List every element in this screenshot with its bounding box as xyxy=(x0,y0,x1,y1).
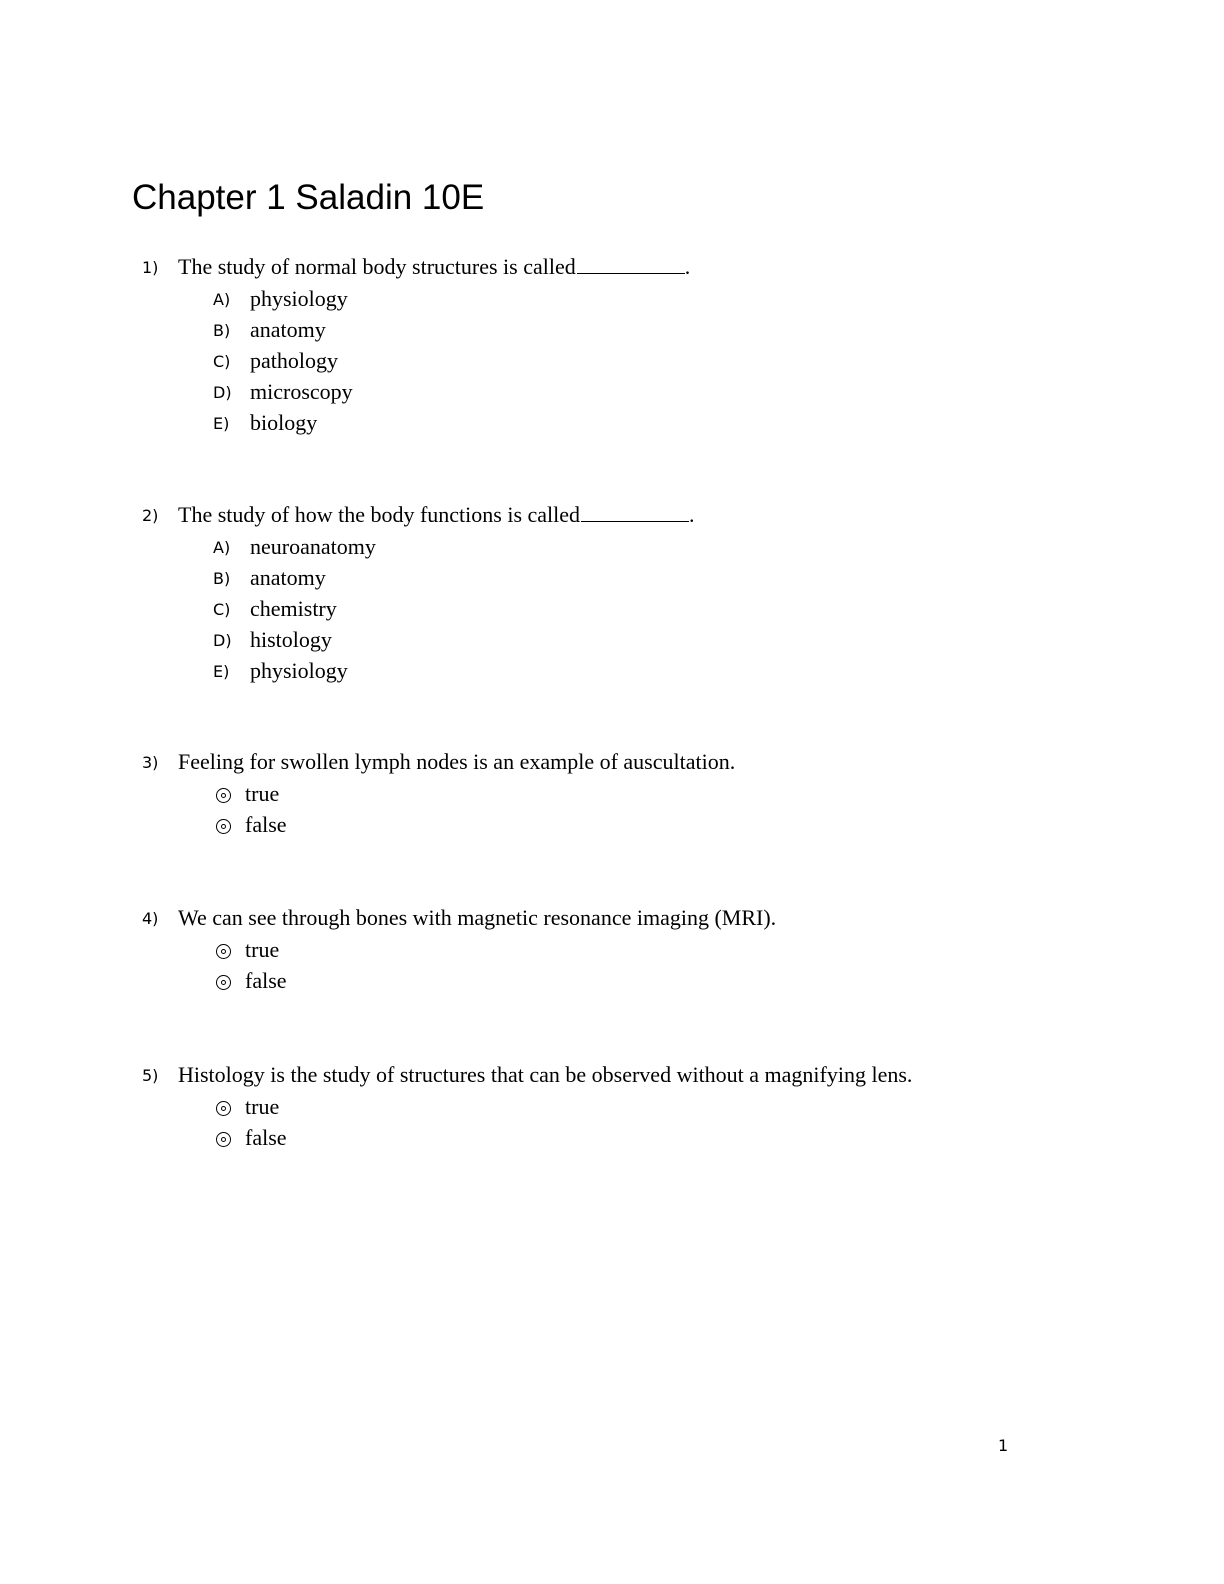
option-letter: C) xyxy=(213,352,231,371)
option-text: false xyxy=(245,1125,287,1150)
option-false[interactable] xyxy=(142,1123,1042,1154)
option-true[interactable] xyxy=(142,935,1042,966)
question-4 xyxy=(142,904,1042,997)
option-letter: A) xyxy=(213,290,231,309)
option-text: anatomy xyxy=(250,317,326,342)
option-d[interactable] xyxy=(142,377,1042,408)
option-letter: B) xyxy=(213,569,231,588)
option-letter: C) xyxy=(213,600,231,619)
option-a[interactable] xyxy=(142,532,1042,563)
option-true[interactable] xyxy=(142,1092,1042,1123)
question-number: 2) xyxy=(142,506,159,525)
option-text: pathology xyxy=(250,348,338,373)
option-text: true xyxy=(245,937,280,962)
question-1 xyxy=(142,253,1042,439)
option-text: false xyxy=(245,968,287,993)
option-c[interactable] xyxy=(142,346,1042,377)
option-text: true xyxy=(245,1094,280,1119)
question-stem xyxy=(142,501,1042,532)
option-text: histology xyxy=(250,627,332,652)
option-c[interactable] xyxy=(142,594,1042,625)
question-stem xyxy=(142,253,1042,284)
option-letter: E) xyxy=(213,414,230,433)
option-true[interactable] xyxy=(142,779,1042,810)
question-3 xyxy=(142,748,1042,841)
option-text: biology xyxy=(250,410,318,435)
option-text: neuroanatomy xyxy=(250,534,376,559)
option-text: false xyxy=(245,812,287,837)
question-number: 4) xyxy=(142,909,159,928)
answer-blank xyxy=(577,253,685,274)
question-stem xyxy=(142,748,1042,779)
radio-icon[interactable] xyxy=(216,975,231,990)
option-text: physiology xyxy=(250,658,348,683)
question-suffix: . xyxy=(689,502,695,527)
page-title: Chapter 1 Saladin 10E xyxy=(132,178,485,217)
question-suffix: . xyxy=(684,254,691,279)
option-text: microscopy xyxy=(250,379,353,404)
option-letter: A) xyxy=(213,538,231,557)
question-text: We can see through bones with magnetic resonance imaging (MRI). xyxy=(178,905,777,930)
question-text: The study of normal body structures is called xyxy=(178,254,576,279)
question-text-wrapper xyxy=(178,253,690,281)
option-text: anatomy xyxy=(250,565,326,590)
option-e[interactable] xyxy=(142,656,1042,687)
page-number: 1 xyxy=(998,1436,1009,1455)
option-letter: D) xyxy=(213,383,232,402)
question-number: 5) xyxy=(142,1066,159,1085)
question-text: Histology is the study of structures that can be observed without a magnifying lens. xyxy=(178,1062,913,1087)
option-b[interactable] xyxy=(142,315,1042,346)
option-text: chemistry xyxy=(250,596,337,621)
question-number: 1) xyxy=(142,258,159,277)
option-text: physiology xyxy=(250,286,348,311)
question-stem xyxy=(142,1061,1042,1092)
question-text-wrapper xyxy=(178,501,695,529)
radio-icon[interactable] xyxy=(216,788,231,803)
question-number: 3) xyxy=(142,753,159,772)
option-letter: D) xyxy=(213,631,232,650)
option-d[interactable] xyxy=(142,625,1042,656)
option-a[interactable] xyxy=(142,284,1042,315)
option-false[interactable] xyxy=(142,966,1042,997)
option-text: true xyxy=(245,781,280,806)
question-2 xyxy=(142,501,1042,687)
radio-icon[interactable] xyxy=(216,944,231,959)
option-false[interactable] xyxy=(142,810,1042,841)
option-e[interactable] xyxy=(142,408,1042,439)
question-text: The study of how the body functions is called xyxy=(178,502,581,527)
option-b[interactable] xyxy=(142,563,1042,594)
option-letter: B) xyxy=(213,321,231,340)
question-text: Feeling for swollen lymph nodes is an example of auscultation. xyxy=(178,749,736,774)
option-letter: E) xyxy=(213,662,230,681)
radio-icon[interactable] xyxy=(216,819,231,834)
radio-icon[interactable] xyxy=(216,1132,231,1147)
question-5 xyxy=(142,1061,1042,1154)
answer-blank xyxy=(581,501,689,522)
radio-icon[interactable] xyxy=(216,1101,231,1116)
question-stem xyxy=(142,904,1042,935)
